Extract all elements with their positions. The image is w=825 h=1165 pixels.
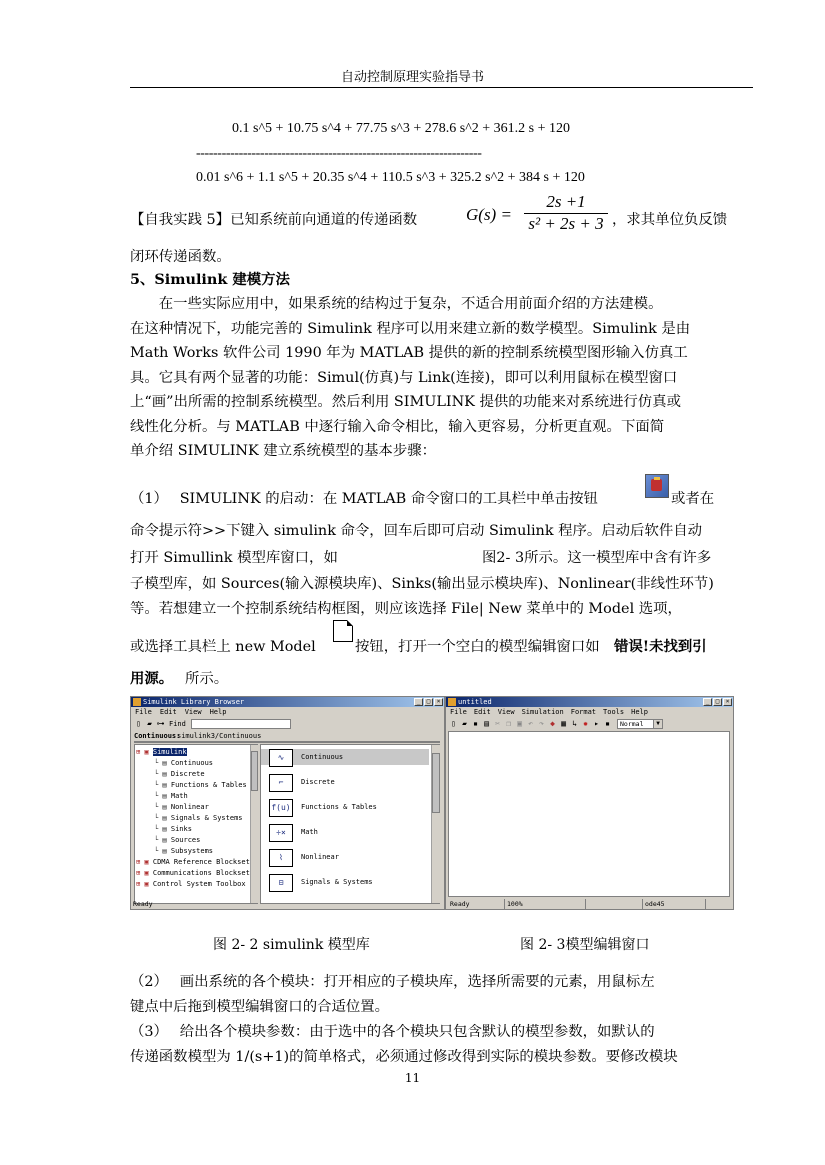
copy-icon[interactable]: ❐ (506, 719, 511, 728)
intro-line: 具。它具有两个显著的功能：Simul(仿真)与 Link(连接)，即可以利用鼠标在模型窗口 (130, 369, 678, 386)
block-library-item[interactable] (261, 824, 429, 840)
menu-view[interactable]: View (184, 708, 202, 716)
library-toolbar (131, 717, 444, 730)
maximize-icon[interactable]: □ (424, 698, 433, 706)
open-folder-icon[interactable]: ▰ (462, 719, 467, 728)
block-library-label: Nonlinear (301, 853, 339, 861)
close-icon[interactable]: × (723, 698, 732, 706)
tree-item-label: Nonlinear (170, 803, 209, 811)
stop-icon[interactable]: ▪ (605, 719, 610, 728)
menu-view[interactable]: View (497, 708, 515, 716)
running-header: 自动控制原理实验指导书 (340, 70, 484, 85)
model-toolbar (446, 717, 733, 730)
intro-line: 在一些实际应用中，如果系统的结构过于复杂，不适合用前面介绍的方法建模。 (130, 296, 663, 312)
block-library-icon: ∿ (269, 749, 293, 767)
print-icon[interactable]: ▤ (484, 719, 489, 728)
section-heading (130, 268, 290, 289)
new-model-icon (333, 620, 353, 642)
caption-model: 图 2- 3模型编辑窗口 (520, 937, 650, 953)
menu-tools[interactable]: Tools (603, 708, 625, 716)
caption-library: 图 2- 2 simulink 模型库 (213, 937, 370, 953)
tree-item-label: CDMA Reference Blockset (152, 858, 250, 866)
tree-item-label: Discrete (170, 770, 205, 778)
tree-item[interactable] (154, 791, 188, 801)
close-icon[interactable]: × (434, 698, 443, 706)
block-library-icon: ⌐ (269, 774, 293, 792)
model-title: untitled (458, 698, 492, 706)
library-browser-window (130, 696, 445, 910)
sublibrary-icon: └ ▤ (154, 759, 171, 767)
model-menubar (446, 707, 733, 717)
tree-item-label: Sources (170, 836, 201, 844)
path-value: simulink3/Continuous (177, 732, 262, 740)
tree-item[interactable] (136, 857, 250, 867)
tree-item[interactable] (154, 758, 213, 768)
practice5-fraction (520, 192, 612, 236)
library-statusbar: Ready (133, 900, 153, 908)
step1-line5: 等。若想建立一个控制系统结构框图，则应该选择 File| New 菜单中的 Model 选项， (130, 601, 682, 617)
tree-item[interactable] (136, 747, 187, 757)
fraction-numerator: 2s +1 (546, 192, 586, 211)
block-library-label: Functions & Tables (301, 803, 377, 811)
step2-line1: （2） 画出系统的各个模块：打开相应的子模块库，选择所需要的元素，用鼠标左 (130, 974, 655, 990)
intro-line: 在这种情况下，功能完善的 Simulink 程序可以用来建立新的数学模型。Simulink 是由 (130, 320, 691, 337)
menu-format[interactable]: Format (570, 708, 597, 716)
minimize-icon[interactable]: _ (703, 698, 712, 706)
block-library-label: Signals & Systems (301, 878, 373, 886)
library-folder-icon: ⊞ ▣ (136, 869, 153, 877)
new-file-icon[interactable]: ▯ (136, 719, 141, 728)
practice5-suffix: ，求其单位负反馈 (612, 212, 728, 228)
tree-item[interactable] (154, 846, 213, 856)
model-statusbar (448, 899, 733, 909)
library-icon[interactable]: ◆ (550, 719, 555, 728)
sublibrary-icon: └ ▤ (154, 836, 171, 844)
simulink-launch-icon (645, 474, 669, 498)
step1-line6a: 或选择工具栏上 new Model (130, 639, 316, 655)
reference-error-cont: 用源。 (130, 670, 174, 687)
block-library-label: Math (301, 828, 318, 836)
model-icon (448, 698, 456, 706)
step3-line1: （3） 给出各个模块参数：由于选中的各个模块只包含默认的模型参数，如默认的 (130, 1024, 655, 1040)
tree-item-label: Math (170, 792, 188, 800)
tree-item[interactable] (154, 780, 247, 790)
step1-line2: 命令提示符>>下键入 simulink 命令，回车后即可启动 Simulink 程序。启动后软件自动 (130, 523, 703, 539)
page-number: 11 (404, 1071, 421, 1085)
block-library-icon: ⊟ (269, 874, 293, 892)
step1-line1a: （1） SIMULINK 的启动：在 MATLAB 命令窗口的工具栏中单击按钮 (130, 491, 598, 507)
chevron-down-icon[interactable]: ▼ (653, 720, 662, 728)
menu-edit[interactable]: Edit (159, 708, 177, 716)
step1-line7b: 所示。 (185, 671, 229, 687)
undo-icon[interactable]: ↶ (528, 719, 533, 728)
update-icon[interactable]: ↳ (572, 719, 577, 728)
tree-item-label: Simulink (152, 748, 187, 756)
tree-item[interactable] (154, 813, 243, 823)
cut-icon[interactable]: ✂ (495, 719, 500, 728)
section-number: 5、 (130, 271, 155, 288)
tree-item[interactable] (154, 769, 205, 779)
fraction-denominator: s² + 2s + 3 (528, 214, 604, 233)
tree-item[interactable] (154, 835, 200, 845)
redo-icon[interactable]: ↷ (539, 719, 544, 728)
block-library-item[interactable] (261, 874, 429, 890)
sublibrary-icon: └ ▤ (154, 803, 171, 811)
library-folder-icon: ⊞ ▣ (136, 748, 153, 756)
sim-mode-value: Normal (620, 719, 644, 728)
tree-item-label: Continuous (170, 759, 214, 767)
intro-line: 单介绍 SIMULINK 建立系统模型的基本步骤： (130, 443, 436, 459)
tree-item-label: Subsystems (170, 847, 214, 855)
new-file-icon[interactable]: ▯ (451, 719, 456, 728)
library-titlebar (131, 697, 444, 707)
tree-item-label: Communications Blockset (152, 869, 250, 877)
practice5-gs: G(s) = (466, 205, 512, 224)
intro-line: 上“画”出所需的控制系统模型。然后利用 SIMULINK 提供的功能来对系统进行仿真或 (130, 394, 681, 410)
menu-simulation[interactable]: Simulation (521, 708, 564, 716)
minimize-icon[interactable]: _ (414, 698, 423, 706)
block-library-icon: ÷× (269, 824, 293, 842)
block-library-label: Continuous (301, 753, 344, 761)
debug-icon[interactable]: ✹ (583, 719, 588, 728)
tree-item-label: Functions & Tables (170, 781, 247, 789)
tree-item[interactable] (136, 868, 250, 878)
menu-edit[interactable]: Edit (473, 708, 491, 716)
library-title: Simulink Library Browser (143, 698, 245, 706)
library-folder-icon: ⊞ ▣ (136, 880, 153, 888)
practice5-line2: 闭环传递函数。 (130, 249, 231, 265)
intro-paragraph (130, 292, 753, 464)
sublibrary-icon: └ ▤ (154, 825, 171, 833)
start-icon[interactable]: ▸ (594, 719, 599, 728)
status-solver: ode45 (643, 899, 706, 909)
step1-line3b: 图2- 3所示。这一模型库中含有许多 (482, 550, 712, 566)
simulink-icon (133, 698, 141, 706)
sim-mode-select[interactable] (617, 719, 663, 729)
status-zoom: 100% (505, 899, 586, 909)
practice5-prefix: 【自我实践 5】已知系统前向通道的传递函数 (130, 212, 418, 228)
intro-line: 线性化分析。与 MATLAB 中逐行输入命令相比，输入更容易，分析更直观。下面简 (130, 418, 665, 435)
save-icon[interactable]: ▪ (473, 719, 478, 728)
block-library-icon: ⌇ (269, 849, 293, 867)
tree-scrollbar[interactable] (250, 745, 258, 903)
status-empty (586, 899, 643, 909)
section-title: Simulink 建模方法 (154, 271, 290, 288)
block-library-item[interactable] (261, 799, 429, 815)
menu-file[interactable]: File (450, 708, 467, 716)
block-library-item[interactable] (261, 849, 429, 865)
step1-line3a: 打开 Simullink 模型库窗口，如 (130, 550, 338, 566)
find-input[interactable] (191, 719, 291, 729)
sublibrary-icon: └ ▤ (154, 814, 171, 822)
path-label: Continuous: (134, 732, 181, 740)
status-ready: Ready (448, 899, 505, 909)
reference-error: 错误!未找到引 (614, 638, 707, 655)
step1-line6b: 按钮，打开一个空白的模型编辑窗口如 (355, 639, 600, 655)
tree-item[interactable] (154, 802, 209, 812)
tree-rows (136, 746, 254, 902)
pin-icon[interactable]: ⊶ (156, 719, 165, 728)
menu-help[interactable]: Help (631, 708, 648, 716)
tf-numerator: 0.1 s^5 + 10.75 s^4 + 77.75 s^3 + 278.6 s^2 + 361.2 s + 120 (232, 121, 570, 136)
paste-icon[interactable]: ▣ (517, 719, 522, 728)
block-rows (261, 749, 431, 903)
block-library-label: Discrete (301, 778, 335, 786)
tree-item[interactable] (136, 879, 246, 889)
blocks-scrollbar[interactable] (431, 745, 440, 903)
sublibrary-icon: └ ▤ (154, 770, 171, 778)
intro-line: Math Works 软件公司 1990 年为 MATLAB 提供的新的控制系统模型图形输入仿真工 (130, 345, 688, 361)
path-divider (134, 741, 440, 743)
maximize-icon[interactable]: □ (713, 698, 722, 706)
tree-item-label: Signals & Systems (170, 814, 243, 822)
menu-help[interactable]: Help (209, 708, 227, 716)
sublibrary-icon: └ ▤ (154, 792, 171, 800)
step2-line2: 键点中后拖到模型编辑窗口的合适位置。 (130, 999, 390, 1015)
tree-item[interactable] (154, 824, 192, 834)
block-library-item[interactable] (261, 749, 429, 765)
header-rule (130, 87, 753, 88)
step3-line2: 传递函数模型为 1/(s+1)的简单格式，必须通过修改得到实际的模块参数。要修改模块 (130, 1049, 678, 1065)
tree-item-label: Control System Toolbox (152, 880, 246, 888)
tf-dashes: ------------------------------------------------------------------- (196, 146, 482, 161)
explorer-icon[interactable]: ▦ (561, 719, 566, 728)
model-window (445, 696, 734, 910)
block-library-item[interactable] (261, 774, 429, 790)
sublibrary-icon: └ ▤ (154, 847, 171, 855)
library-menubar (131, 707, 444, 717)
menu-file[interactable]: File (135, 708, 152, 716)
model-titlebar (446, 697, 733, 707)
tree-item-label: Sinks (170, 825, 192, 833)
find-label: Find (169, 719, 186, 728)
library-folder-icon: ⊞ ▣ (136, 858, 153, 866)
open-folder-icon[interactable]: ▰ (147, 719, 152, 728)
step1-line1b: 或者在 (671, 491, 715, 507)
tf-denominator: 0.01 s^6 + 1.1 s^5 + 20.35 s^4 + 110.5 s^3 + 325.2 s^2 + 384 s + 120 (196, 170, 585, 185)
block-library-icon: f(u) (269, 799, 293, 817)
model-canvas[interactable] (448, 731, 730, 897)
sublibrary-icon: └ ▤ (154, 781, 171, 789)
step1-line4: 子模型库，如 Sources(输入源模块库)、Sinks(输出显示模块库)、Nonlinear(非线性环节) (130, 576, 714, 592)
